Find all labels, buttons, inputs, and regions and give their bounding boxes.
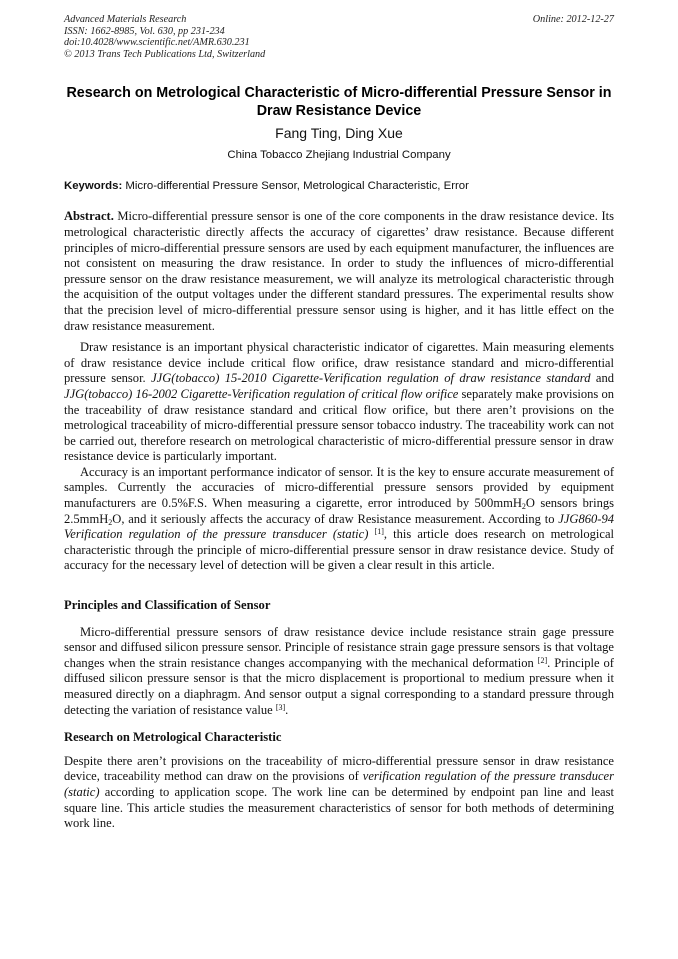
principles-text-a: Micro-differential pressure sensors of draw resistance device include resistance strain gage pressure sensor and diffused silicon pressure sensor. Principle of resistance strain gage pressure sensors is that voltage changes when the strain resistance changes accompanying with the mechanical deformation xyxy=(64,624,614,670)
intro-p1-text-a: Draw resistance is an important physical characteristic indicator of cigarettes. Main measuring elements of draw resistance device include critical flow orifice, draw resistance standard and micro-differential pressure sensor. xyxy=(64,340,614,386)
reference-verification-regulation: verification regulation of the pressure transducer (static) xyxy=(64,769,614,799)
intro-p2-text-a: Accuracy is an important performance indicator of sensor. It is the key to ensure accurate measurement of samples. Currently the accuracies of micro-differential pressure sensors provided by equipment manufacturers are 0.5%F.S. When measuring a cigarette, error introduced by 500mmH xyxy=(64,464,614,511)
copyright-line: © 2013 Trans Tech Publications Ltd, Switzerland xyxy=(64,48,266,60)
keywords-label: Keywords: xyxy=(64,180,123,193)
intro-p1-text-b: and xyxy=(590,371,614,386)
intro-paragraph-1 xyxy=(64,340,614,465)
doi-line: doi:10.4028/www.scientific.net/AMR.630.231 xyxy=(64,37,250,49)
citation-1: [1] xyxy=(374,527,384,537)
principles-paragraph xyxy=(64,625,614,719)
citation-2: [2] xyxy=(537,655,548,665)
paper-page xyxy=(64,14,614,832)
journal-name: Advanced Materials Research xyxy=(64,14,187,25)
citation-3: [3] xyxy=(275,702,286,712)
authors: Fang Ting, Ding Xue xyxy=(275,125,403,142)
section-heading-research: Research on Metrological Characteristic xyxy=(64,730,282,745)
issn-line: ISSN: 1662-8985, Vol. 630, pp 231-234 xyxy=(64,25,225,37)
reference-jjg860: JJG860-94 Verification regulation of the pressure transducer (static) xyxy=(64,511,614,542)
research-paragraph xyxy=(64,754,614,832)
subscript: 2 xyxy=(521,502,526,512)
intro-p2-text-c: O, and it seriously affects the accuracy of draw Resistance measurement. According to xyxy=(112,511,559,526)
intro-paragraph-2 xyxy=(64,465,614,574)
intro-p2-text-d: , this article does research on metrological characteristic through the principle of micro-differential pressure sensor in draw resistance device. Study of accuracy for the necessary level of detection will be given a clear result in this article. xyxy=(64,527,615,573)
intro-p2-text-b: O sensors brings 2.5mmH xyxy=(64,496,614,526)
research-text-a: Despite there aren’t provisions on the traceability of micro-differential pressure sensor in draw resistance device, traceability method can draw on the provisions of xyxy=(64,753,614,784)
keywords xyxy=(64,179,614,193)
abstract xyxy=(64,209,614,334)
reference-jjg15: JJG(tobacco) 15-2010 Cigarette-Verification regulation of draw resistance standard xyxy=(151,371,591,386)
paper-title: Research on Metrological Characteristic of Micro-differential Pressure Sensor in Draw Resistance Device xyxy=(66,85,612,120)
abstract-label: Abstract. xyxy=(64,209,114,224)
subscript: 2 xyxy=(108,517,113,527)
principles-text-b: . Principle of diffused silicon pressure sensor is that the micro displacement is proportional to medium pressure when it measured directly on a diaphragm. And sensor output a signal corresponding to a standard pressure through detecting the variation of resistance value xyxy=(64,655,614,717)
research-text-b: according to application scope. The work line can be determined by endpoint pan line and least square line. This article studies the measurement characteristics of sensor for both methods of determining work line. xyxy=(64,784,614,831)
journal-header xyxy=(64,14,614,60)
intro-p1-text-c: separately make provisions on the traceability of draw resistance standard and critical flow orifice, but there aren’t provisions on the metrological traceability of micro-differential pressure sensor tobacco industry. The traceability work can not be carried out, therefore research on metrological characteristic of micro-differential pressure sensor in draw resistance device is particularly important. xyxy=(64,386,615,464)
section-heading-principles: Principles and Classification of Sensor xyxy=(64,598,271,613)
keywords-text: Micro-differential Pressure Sensor, Metrological Characteristic, Error xyxy=(125,180,469,193)
reference-jjg16: JJG(tobacco) 16-2002 Cigarette-Verification regulation of critical flow orifice xyxy=(64,386,459,401)
affiliation: China Tobacco Zhejiang Industrial Company xyxy=(227,149,451,162)
abstract-text: Micro-differential pressure sensor is one of the core components in the draw resistance device. Its metrological characteristic directly affects the accuracy of cigarettes’ draw resistance. Because different principles of micro-differential pressure sensors are used by each equipment manufacturer, the influences are not consistent on measuring the draw resistance. In order to study the influences of micro-differential pressure sensor on the draw resistance measurement, we will analyze its metrological characteristic through the acquisition of the output voltages under the different standard pressures. The experimental results show that the precision level of micro-differential pressure sensor using is higher, and it has little effect on the draw resistance measurement. xyxy=(64,209,614,333)
online-date: Online: 2012-12-27 xyxy=(532,14,614,25)
principles-text-c: . xyxy=(285,702,289,717)
